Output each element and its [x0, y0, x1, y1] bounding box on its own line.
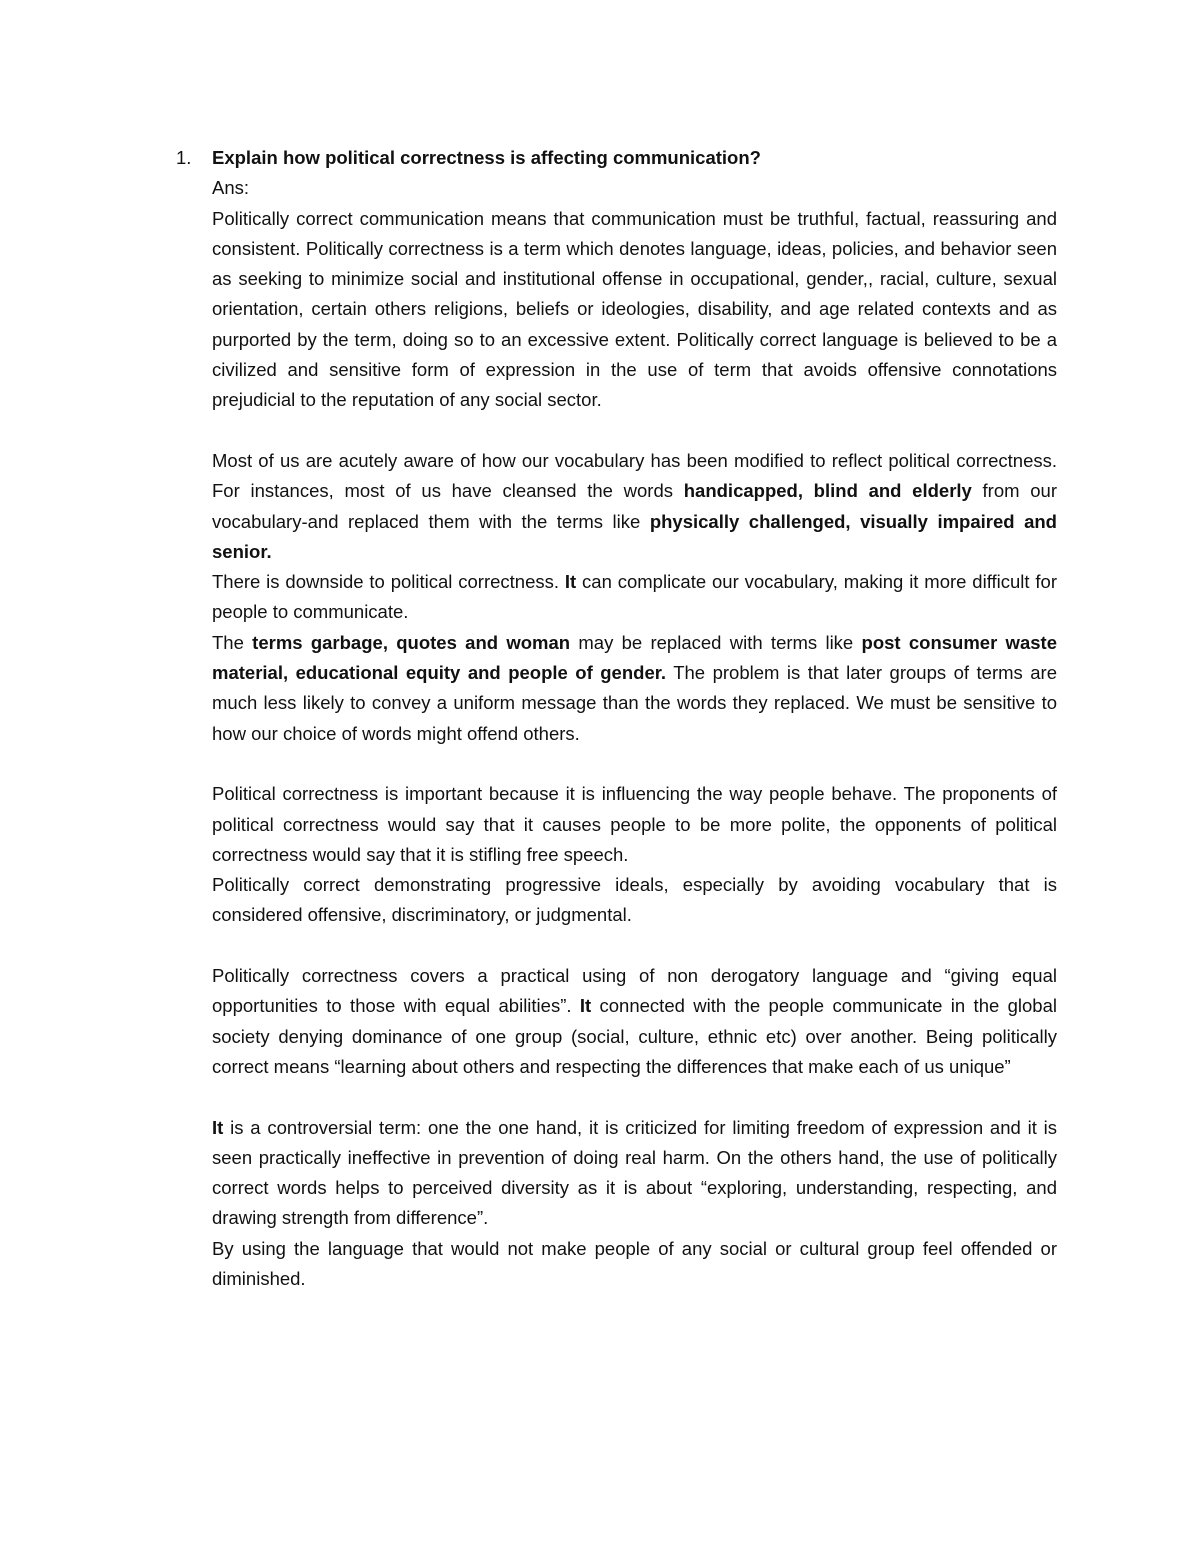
answer-label: Ans: [212, 177, 250, 199]
text-run: is a controversial term: one the one hand, it is criticized for limiting freedom of expression and it is seen practically ineffective in prevention of doing real harm. On the others hand, the use of politically correct words helps to perceived diversity as it is about “exploring, understanding, respecting, and drawing strength from difference”. [212, 1116, 1057, 1229]
question-number: 1. [176, 147, 192, 168]
document-body [212, 143, 1057, 1294]
text-run: There is downside to political correctness. [212, 571, 565, 593]
bold-run: handicapped, blind and elderly [683, 480, 972, 502]
paragraph-controversial [212, 1113, 1057, 1234]
bold-run: terms garbage, quotes and woman [252, 631, 571, 653]
bold-run: It [579, 995, 592, 1017]
bold-run: It [212, 1116, 224, 1138]
paragraph-progressive-ideals: Politically correct demonstrating progressive ideals, especially by avoiding vocabulary that is considered offensive, discriminatory, or judgmental. [212, 874, 1057, 926]
bold-run: post consumer waste material, educational equity and people of gender. [212, 631, 1057, 684]
paragraph-downside [212, 567, 1057, 628]
text-run: may be replaced with terms like [570, 631, 862, 653]
bold-run: It [564, 571, 577, 593]
text-run: connected with the people communicate in the global society denying dominance of one group (social, culture, ethnic etc) over another. Being politically correct means “learning about others and respecting the differences that make each of us unique” [212, 995, 1057, 1077]
text-run: Most of us are acutely aware of how our vocabulary has been modified to reflect political correctness. For instances, most of us have cleansed the words [212, 449, 1057, 502]
paragraph-definition: Politically correct communication means that communication must be truthful, factual, reassuring and consistent. Politically correctness is a term which denotes language, ideas, policies, and behavior seen as seeking to minimize social and institutional offense in occupational, gender,, racial, culture, sexual orientation, certain others religions, beliefs or ideologies, disability, and age related contexts and as purported by the term, doing so to an excessive extent. Politically correct language is believed to be a civilized and sensitive form of expression in the use of term that avoids offensive connotations prejudicial to the reputation of any social sector. [212, 207, 1057, 411]
paragraph-replacement-terms [212, 628, 1057, 749]
paragraph-spacer [212, 1082, 1057, 1112]
paragraph-conclusion: By using the language that would not make people of any social or cultural group feel offended or diminished. [212, 1237, 1057, 1289]
paragraph-spacer [212, 931, 1057, 961]
question-heading: Explain how political correctness is affecting communication? [212, 147, 761, 168]
paragraph-equal-opportunities [212, 961, 1057, 1082]
text-run: Politically correctness covers a practical using of non derogatory language and “giving equal opportunities to those with equal abilities”. [212, 965, 1057, 1017]
text-run: can complicate our vocabulary, making it more difficult for people to communicate. [212, 571, 1057, 623]
paragraph-importance: Political correctness is important because it is influencing the way people behave. The proponents of political correctness would say that it causes people to be more polite, the opponents of political correctness would say that it is stifling free speech. [212, 783, 1057, 865]
paragraph-spacer [212, 749, 1057, 779]
text-run: from our vocabulary-and replaced them with the terms like [212, 480, 1057, 532]
text-run: The problem is that later groups of terms are much less likely to convey a uniform message than the words they replaced. We must be sensitive to how our choice of words might offend others. [212, 662, 1057, 744]
paragraph-spacer [212, 416, 1057, 446]
text-run: The [212, 631, 253, 653]
paragraph-vocabulary [212, 446, 1057, 567]
bold-run: physically challenged, visually impaired and senior. [212, 510, 1057, 562]
